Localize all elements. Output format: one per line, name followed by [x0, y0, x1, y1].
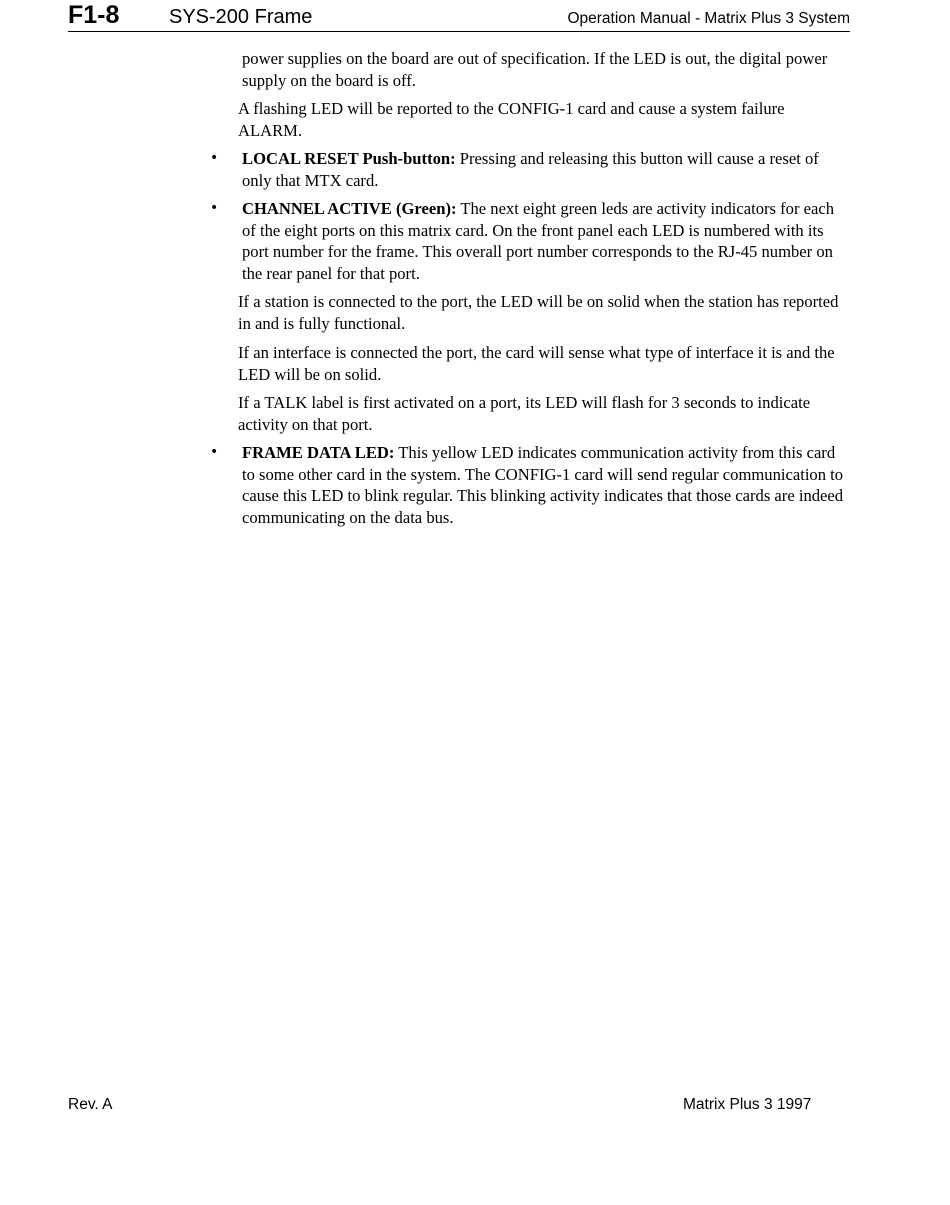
bullet-description: Pressing and releasing this button will cause a reset of only that MTX card. [242, 149, 819, 190]
manual-title: Operation Manual - Matrix Plus 3 System [567, 10, 850, 27]
bullet-term: FRAME DATA LED: [242, 443, 395, 462]
bullet-icon: • [210, 444, 219, 460]
bullet-icon: • [210, 200, 219, 216]
talk-label-paragraph: If a TALK label is first activated on a port, its LED will flash for 3 seconds to indicate activity on that port. [238, 393, 811, 434]
bullet-text [242, 148, 848, 191]
bullet-text [242, 442, 848, 528]
station-paragraph: If a station is connected to the port, the LED will be on solid when the station has reported in and is fully functional. [238, 292, 839, 333]
flashing-led-paragraph: A flashing LED will be reported to the CONFIG-1 card and cause a system failure ALARM. [238, 99, 785, 140]
page-header [68, 0, 850, 32]
bullet-term: CHANNEL ACTIVE (Green): [242, 199, 457, 218]
bullet-term: LOCAL RESET Push-button: [242, 149, 456, 168]
bullet-text [242, 198, 848, 284]
interface-paragraph: If an interface is connected the port, the card will sense what type of interface it is and the LED will be on solid. [238, 343, 835, 384]
bullet-description: The next eight green leds are activity indicators for each of the eight ports on this matrix card. On the front panel each LED is numbered with its port number for the frame. This overall port number corresponds to the RJ-45 number on the rear panel for that port. [242, 199, 835, 283]
bullet-description: This yellow LED indicates communication activity from this card to some other card in the system. The CONFIG-1 card will send regular communication to cause this LED to blink regular. This blinking activity indicates that those cards are indeed communicating on the data bus. [242, 443, 844, 527]
bullet-icon: • [210, 150, 219, 166]
footer-product-year: Matrix Plus 3 1997 [683, 1096, 812, 1113]
continued-paragraph: power supplies on the board are out of specification. If the LED is out, the digital power supply on the board is off. [242, 49, 828, 90]
section-title: SYS-200 Frame [169, 6, 313, 28]
page-number: F1-8 [68, 1, 120, 29]
footer-revision: Rev. A [68, 1096, 113, 1113]
